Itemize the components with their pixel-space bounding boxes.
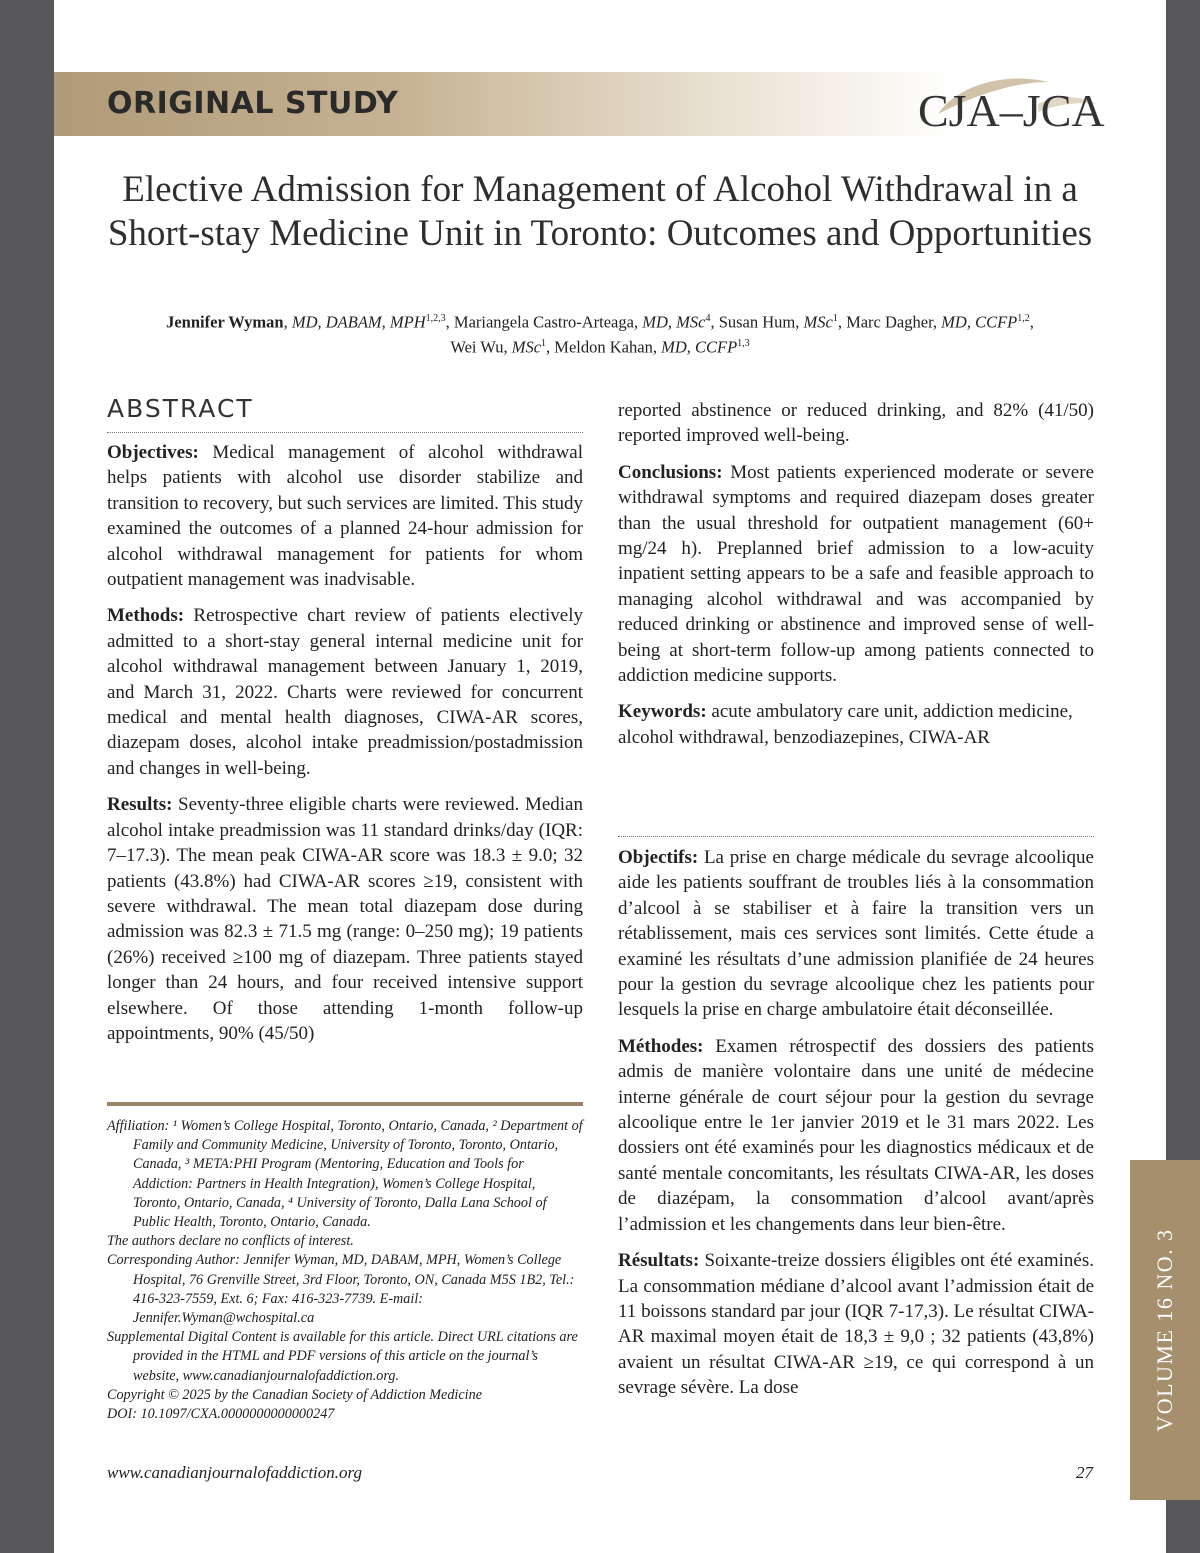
author-affil: 1: [832, 313, 838, 324]
author-affil: 4: [705, 313, 711, 324]
copyright-line: Copyright © 2025 by the Canadian Society of Addiction Medicine: [107, 1386, 482, 1403]
conclusions-paragraph: [618, 460, 1094, 689]
resultats-label: Résultats:: [618, 1250, 700, 1272]
journal-logo: CJA–JCA: [918, 85, 1105, 136]
conflict-statement: The authors declare no conflicts of interest.: [107, 1233, 354, 1250]
objectifs-text: La prise en charge médicale du sevrage alcoolique aide les patients souffrant de troubles liés à la consommation d’alcool à se stabiliser et à faire la transition vers un rétablissement, mais ces services sont limités. Cette étude a examiné les résultats d’une admission planifiée de 24 heures pour la gestion du sevrage alcoolique chez les patients pour lesquels la prise en charge ambulatoire était déconseillée.: [618, 847, 1094, 1021]
resume-column: [618, 845, 1094, 1412]
resultats-paragraph: [618, 1248, 1094, 1400]
author-name: Meldon Kahan: [554, 337, 653, 356]
author-credentials: MD, DABAM, MPH: [291, 312, 426, 332]
author-credentials: MD, CCFP: [941, 312, 1018, 332]
author-name: Jennifer Wyman: [166, 312, 284, 332]
affiliation-text: Affiliation: ¹ Women’s College Hospital, Toronto, Ontario, Canada, ² Department of Family and Community Medicine, University of Toronto, Toronto, Ontario, Canada, ³ META:PHI Program (Mentoring, Education and Tools for Addiction: Partners in Health Integration), Women’s College Hospital, Toronto, Ontario, Canada, ⁴ University of Toronto, Dalla Lana School of Public Health, Toronto, Ontario, Canada.: [107, 1118, 583, 1231]
author-name: Wei Wu: [450, 337, 504, 356]
author-affil: 1,2,3: [425, 313, 446, 324]
author-name: Susan Hum: [718, 312, 796, 332]
conclusions-label: Conclusions:: [618, 461, 723, 483]
results-text: Seventy-three eligible charts were reviewed. Median alcohol intake preadmission was 11 standard drinks/day (IQR: 7–17.3). The mean peak CIWA-AR score was 18.3 ± 9.0; 32 patients (43.8%) had CIWA-AR scores ≥19, consistent with severe withdrawal. The mean total diazepam dose during admission was 82.3 ± 71.5 mg (range: 0–250 mg); 19 patients (26%) received ≥100 mg of diazepam. Three patients stayed longer than 24 hours, and four received intensive support elsewhere. Of those attending 1-month follow-up appointments, 90% (45/50): [107, 794, 583, 1044]
methods-label: Methods:: [107, 605, 185, 627]
left-margin-bar: [0, 0, 54, 1553]
results-continued: reported abstinence or reduced drinking, and 82% (41/50) reported improved well-being.: [618, 400, 1094, 447]
supplemental-note: Supplemental Digital Content is available for this article. Direct URL citations are provided in the HTML and PDF versions of this article on the journal’s website, www.canadianjournalofaddiction.org.: [107, 1329, 578, 1384]
author-name: Marc Dagher: [846, 312, 933, 332]
methodes-paragraph: [618, 1034, 1094, 1237]
objectives-paragraph: [107, 440, 583, 592]
doi-line: DOI: 10.1097/CXA.0000000000000247: [107, 1406, 335, 1423]
methods-paragraph: [107, 603, 583, 781]
affiliation-block: [107, 1117, 583, 1424]
methods-text: Retrospective chart review of patients electively admitted to a short-stay general internal medicine unit for alcohol withdrawal management between January 1, 2019, and March 31, 2022. Charts were reviewed for concurrent medical and mental health diagnoses, CIWA-AR scores, diazepam doses, alcohol intake preadmission/postadmission and changes in well-being.: [107, 605, 583, 779]
methodes-text: Examen rétrospectif des dossiers des patients admis de manière volontaire dans une unité de médecine interne générale de court séjour pour la gestion du sevrage alcoolique entre le 1er janvier 2019 et le 31 mars 2022. Les dossiers ont été examinés pour les diagnostics médicaux et de santé mentale concomitants, les résultats CIWA-AR, les doses de diazépam, la consommation d’alcool avant/après l’admission et les changements dans leur bien-être.: [618, 1035, 1094, 1235]
author-affil: 1,2: [1017, 313, 1030, 324]
author-list: Jennifer Wyman, MD, DABAM, MPH$^{1,2,3}$, Mariangela Castro-Arteaga, MD, MSc$^4$, Susan Hum, MSc$^1$, Marc Dagher, MD, CCFP$^{1,2}$, Wei Wu, MSc$^1$, Meldon Kahan, MD, CCFP$^{1,3}$: [166, 312, 1034, 356]
affiliation-rule: [107, 1102, 583, 1106]
keywords-label: Keywords:: [618, 701, 707, 723]
abstract-column-right: [618, 398, 1094, 761]
keywords-paragraph: [618, 699, 1094, 750]
dotted-divider: [107, 432, 583, 433]
author-credentials: MD, MSc: [642, 312, 706, 332]
objectifs-label: Objectifs:: [618, 847, 699, 868]
objectifs-paragraph: [618, 845, 1094, 1023]
corresponding-author: Corresponding Author: Jennifer Wyman, MD, DABAM, MPH, Women’s College Hospital, 76 Grenville Street, 3rd Floor, Toronto, ON, Canada M5S 1B2, Tel.: 416-323-7559, Ext. 6; Fax: 416-323-7739. E-mail: Jennifer.Wyman@wchospital.ca: [107, 1252, 575, 1327]
conclusions-text: Most patients experienced moderate or severe withdrawal symptoms and required diazepam doses greater than the usual threshold for outpatient management (60+ mg/24 h). Preplanned brief admission to a low-acuity inpatient setting appears to be a safe and feasible approach to managing alcohol withdrawal and was accompanied by reduced drinking or abstinence and improved sense of well-being at short-term follow-up among patients connected to addiction medicine supports.: [618, 461, 1094, 687]
journal-website: www.canadianjournalofaddiction.org: [107, 1463, 363, 1482]
author-name: Mariangela Castro-Arteaga: [453, 312, 634, 332]
dotted-divider: [618, 836, 1094, 837]
abstract-heading: ABSTRACT: [107, 394, 254, 423]
objectives-text: Medical management of alcohol withdrawal helps patients with alcohol use disorder stabilize and transition to recovery, but such services are limited. This study examined the outcomes of a planned 24-hour admission for alcohol withdrawal management for patients for whom outpatient management was inadvisable.: [107, 442, 583, 591]
article-title: Elective Admission for Management of Alcohol Withdrawal in a Short-stay Medicine Unit in Toronto: Outcomes and Opportunities: [107, 169, 1093, 254]
volume-label: VOLUME 16 NO. 3: [1152, 1228, 1177, 1432]
abstract-column-left: [107, 440, 583, 1057]
methodes-label: Méthodes:: [618, 1035, 704, 1057]
author-affil: 1: [541, 337, 547, 349]
keywords-text: acute ambulatory care unit, addiction medicine, alcohol withdrawal, benzodiazepines, CIWA-AR: [618, 701, 1073, 748]
author-affil: 1,3: [737, 337, 750, 349]
page-number: 27: [1076, 1463, 1093, 1482]
author-credentials: MSc: [803, 312, 833, 332]
author-credentials: MD, CCFP: [661, 337, 738, 356]
section-label: ORIGINAL STUDY: [107, 86, 399, 121]
resultats-text: Soixante-treize dossiers éligibles ont été examinés. La consommation médiane d’alcool avant l’admission était de 11 boissons standard par jour (IQR 7-17,3). Le résultat CIWA-AR maximal moyen était de 18,3 ± 9,0 ; 32 patients (43,8%) avaient un résultat CIWA-AR ≥19, ce qui correspond à un sevrage sévère. La dose: [618, 1250, 1094, 1399]
results-label: Results:: [107, 794, 173, 816]
author-credentials: MSc: [511, 337, 542, 356]
objectives-label: Objectives:: [107, 442, 199, 463]
results-paragraph: [107, 792, 583, 1046]
